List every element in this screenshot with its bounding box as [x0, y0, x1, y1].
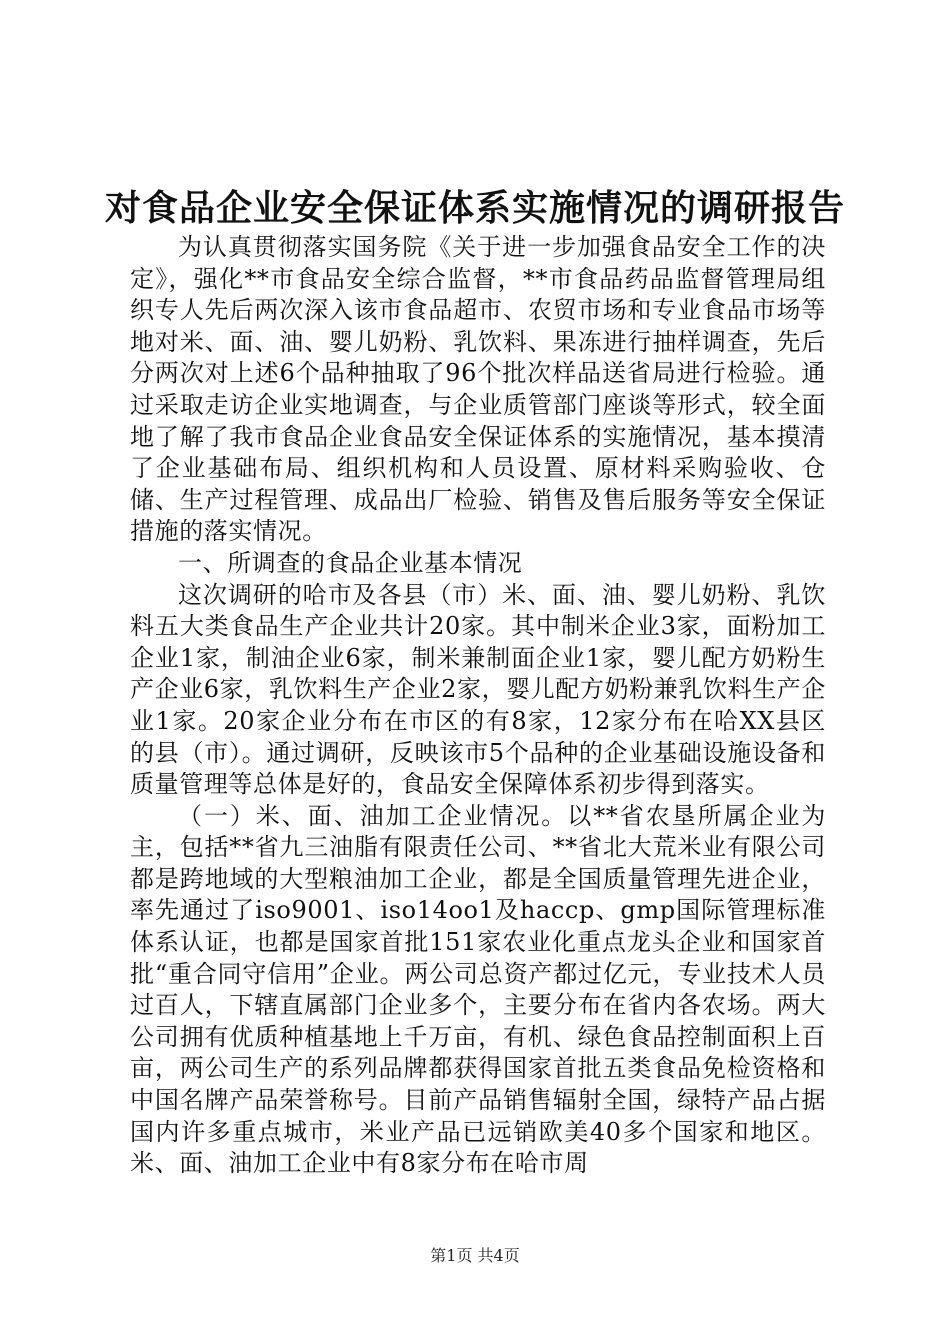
- page-number-footer: 第1页 共4页: [430, 1246, 520, 1265]
- paragraph-overview: 这次调研的哈市及各县（市）米、面、油、婴儿奶粉、乳饮料五大类食品生产企业共计20家。其中制米企业3家，面粉加工企业1家，制油企业6家，制米兼制面企业1家，婴儿配方奶粉生产企业6家，乳饮料生产企业2家，婴儿配方奶粉兼乳饮料生产企业1家。20家企业分布在市区的有8家，12家分布在哈XX县区的县（市）。通过调研，反映该市5个品种的企业基础设施设备和质量管理等总体是好的，食品安全保障体系初步得到落实。: [130, 580, 826, 799]
- section-heading: 一、所调查的食品企业基本情况: [178, 548, 523, 577]
- paragraph-intro: 为认真贯彻落实国务院《关于进一步加强食品安全工作的决定》，强化**市食品安全综合监督，**市食品药品监督管理局组织专人先后两次深入该市食品超市、农贸市场和专业食品市场等地对米、面、油、婴儿奶粉、乳饮料、果冻进行抽样调查，先后分两次对上述6个品种抽取了96个批次样品送省局进行检验。通过采取走访企业实地调查，与企业质管部门座谈等形式，较全面地了解了我市食品企业食品安全保证体系的实施情况，基本摸清了企业基础布局、组织机构和人员设置、原材料采购验收、仓储、生产过程管理、成品出厂检验、销售及售后服务等安全保证措施的落实情况。: [130, 233, 826, 546]
- paragraph-grain-oil: （一）米、面、油加工企业情况。以**省农垦所属企业为主，包括**省九三油脂有限责任公司、**省北大荒米业有限公司都是跨地域的大型粮油加工企业，都是全国质量管理先进企业，率先通过了iso9001、iso14oo1及haccp、gmp国际管理标准体系认证，也都是国家首批151家农业化重点龙头企业和国家首批“重合同守信用”企业。两公司总资产都过亿元，专业技术人员过百人，下辖直属部门企业多个，主要分布在省内各农场。两大公司拥有优质种植基地上千万亩，有机、绿色食品控制面积上百亩，两公司生产的系列品牌都获得国家首批五类食品免检资格和中国名牌产品荣誉称号。目前产品销售辐射全国，绿特产品占据国内许多重点城市，米业产品已远销欧美40多个国家和地区。米、面、油加工企业中有8家分布在哈市周: [130, 801, 826, 1178]
- document-title: 对食品企业安全保证体系实施情况的调研报告: [104, 187, 845, 229]
- document-body: [130, 232, 826, 1180]
